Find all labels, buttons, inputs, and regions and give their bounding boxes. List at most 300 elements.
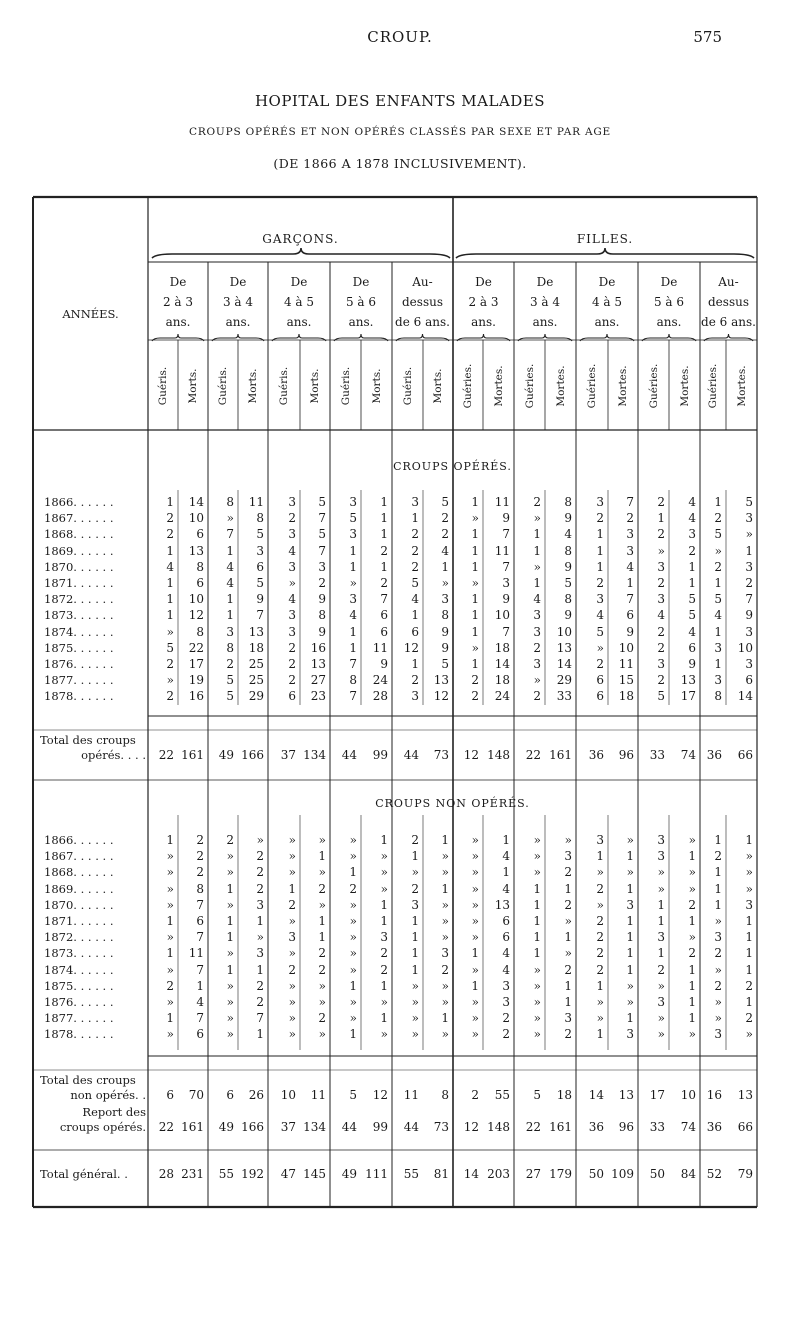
value-cell: 6 bbox=[196, 576, 204, 590]
grand-total-cell: 49 bbox=[341, 1167, 357, 1181]
value-cell: 1 bbox=[226, 962, 234, 977]
cured-column-header: Guéris. bbox=[157, 366, 169, 406]
value-cell: 10 bbox=[188, 511, 204, 526]
grand-total-cell: 192 bbox=[241, 1167, 264, 1181]
value-cell: 1 bbox=[688, 995, 696, 1009]
age-group-label: 4 à 5 bbox=[283, 295, 315, 309]
value-cell: 1 bbox=[714, 624, 722, 639]
value-cell: » bbox=[688, 930, 696, 945]
age-group-label: 4 à 5 bbox=[591, 295, 623, 309]
value-cell: 9 bbox=[626, 624, 634, 639]
value-cell: » bbox=[441, 576, 449, 590]
value-cell: 9 bbox=[564, 559, 572, 574]
value-cell: » bbox=[596, 995, 604, 1009]
age-group-label: De bbox=[229, 275, 247, 289]
report-cell: 166 bbox=[241, 1120, 264, 1134]
value-cell: » bbox=[745, 849, 753, 864]
total-cell: 22 bbox=[158, 748, 174, 762]
value-cell: 15 bbox=[618, 673, 634, 688]
cured-column-header: Guéries. bbox=[462, 363, 474, 409]
value-cell: 3 bbox=[288, 559, 296, 574]
value-cell: 4 bbox=[688, 511, 696, 526]
grand-total-cell: 179 bbox=[549, 1167, 572, 1181]
year-label: 1874. . . . . . bbox=[44, 962, 114, 977]
value-cell: 4 bbox=[226, 559, 234, 574]
value-cell: » bbox=[226, 897, 234, 912]
value-cell: 2 bbox=[256, 865, 264, 880]
value-cell: » bbox=[441, 914, 449, 928]
value-cell: » bbox=[288, 946, 296, 961]
age-group-label: de 6 ans. bbox=[395, 315, 450, 329]
value-cell: 3 bbox=[564, 849, 572, 864]
value-cell: 1 bbox=[688, 914, 696, 928]
value-cell: 8 bbox=[564, 592, 572, 607]
report-cell: 36 bbox=[706, 1120, 722, 1134]
value-cell: 18 bbox=[494, 673, 510, 688]
value-cell: 6 bbox=[502, 930, 510, 945]
value-cell: 2 bbox=[166, 978, 174, 993]
grand-total-cell: 27 bbox=[525, 1167, 541, 1181]
value-cell: 1 bbox=[349, 624, 357, 639]
value-cell: » bbox=[471, 1027, 479, 1042]
value-cell: » bbox=[318, 865, 326, 880]
value-cell: 24 bbox=[372, 673, 388, 688]
total-label-line2: opérés. . . . bbox=[81, 748, 146, 762]
value-cell: » bbox=[166, 995, 174, 1009]
value-cell: » bbox=[226, 511, 234, 526]
year-label: 1876. . . . . . bbox=[44, 995, 114, 1009]
total-cell: 16 bbox=[706, 1088, 722, 1102]
value-cell: 3 bbox=[502, 576, 510, 590]
value-cell: » bbox=[533, 673, 541, 688]
value-cell: 1 bbox=[166, 608, 174, 623]
value-cell: 1 bbox=[596, 978, 604, 993]
value-cell: 1 bbox=[688, 849, 696, 864]
value-cell: 3 bbox=[564, 1011, 572, 1026]
total-cell: 13 bbox=[737, 1088, 753, 1102]
value-cell: 3 bbox=[318, 559, 326, 574]
value-cell: » bbox=[688, 1027, 696, 1042]
report-cell: 73 bbox=[433, 1120, 449, 1134]
age-group-label: Au- bbox=[412, 275, 433, 289]
value-cell: 3 bbox=[441, 592, 449, 607]
value-cell: » bbox=[441, 930, 449, 945]
value-cell: » bbox=[349, 833, 357, 847]
value-cell: 3 bbox=[745, 657, 753, 671]
value-cell: 1 bbox=[657, 946, 665, 961]
value-cell: 4 bbox=[688, 624, 696, 639]
report-cell: 22 bbox=[525, 1120, 541, 1134]
value-cell: 12 bbox=[433, 689, 449, 704]
value-cell: 1 bbox=[166, 946, 174, 961]
value-cell: » bbox=[318, 833, 326, 847]
value-cell: 6 bbox=[196, 527, 204, 542]
value-cell: 1 bbox=[596, 559, 604, 574]
value-cell: 2 bbox=[380, 576, 388, 590]
age-group-label: 2 à 3 bbox=[162, 295, 194, 309]
grand-total-cell: 79 bbox=[737, 1167, 753, 1181]
value-cell: 2 bbox=[596, 881, 604, 896]
value-cell: 9 bbox=[564, 608, 572, 623]
value-cell: 2 bbox=[714, 849, 722, 864]
value-cell: 3 bbox=[349, 592, 357, 607]
grand-total-cell: 81 bbox=[433, 1167, 449, 1181]
total-cell: 18 bbox=[556, 1088, 572, 1102]
value-cell: » bbox=[288, 914, 296, 928]
grand-total-label: Total général. . bbox=[40, 1167, 128, 1181]
value-cell: » bbox=[471, 995, 479, 1009]
age-group-label: 5 à 6 bbox=[653, 295, 685, 309]
value-cell: 1 bbox=[349, 640, 357, 655]
value-cell: » bbox=[533, 995, 541, 1009]
total-cell: 22 bbox=[525, 748, 541, 762]
value-cell: » bbox=[596, 640, 604, 655]
value-cell: » bbox=[166, 930, 174, 945]
value-cell: 7 bbox=[745, 592, 753, 607]
value-cell: 2 bbox=[657, 527, 665, 542]
value-cell: » bbox=[380, 865, 388, 880]
value-cell: 7 bbox=[318, 543, 326, 558]
value-cell: 1 bbox=[745, 914, 753, 928]
value-cell: 1 bbox=[564, 978, 572, 993]
value-cell: 14 bbox=[188, 495, 204, 509]
value-cell: 3 bbox=[256, 946, 264, 961]
value-cell: 9 bbox=[502, 592, 510, 607]
value-cell: 6 bbox=[502, 914, 510, 928]
value-cell: » bbox=[626, 865, 634, 880]
age-group-label: 5 à 6 bbox=[345, 295, 377, 309]
value-cell: 13 bbox=[680, 673, 696, 688]
value-cell: 1 bbox=[166, 592, 174, 607]
value-cell: 7 bbox=[318, 511, 326, 526]
report-cell: 37 bbox=[280, 1120, 296, 1134]
year-label: 1868. . . . . . bbox=[44, 865, 114, 880]
value-cell: 2 bbox=[564, 897, 572, 912]
value-cell: » bbox=[349, 576, 357, 590]
value-cell: 9 bbox=[318, 592, 326, 607]
value-cell: 3 bbox=[745, 511, 753, 526]
value-cell: 27 bbox=[310, 673, 326, 688]
report-cell: 134 bbox=[303, 1120, 326, 1134]
cured-column-header: Guéris. bbox=[339, 366, 352, 406]
value-cell: » bbox=[166, 865, 174, 880]
value-cell: 2 bbox=[318, 881, 326, 896]
value-cell: » bbox=[226, 995, 234, 1009]
value-cell: 1 bbox=[657, 511, 665, 526]
value-cell: 24 bbox=[494, 689, 510, 704]
total-cell: 6 bbox=[226, 1088, 234, 1102]
deaths-column-header: Mortes. bbox=[617, 365, 629, 407]
value-cell: 2 bbox=[411, 527, 419, 542]
deaths-column-header: Morts. bbox=[187, 368, 199, 404]
value-cell: » bbox=[166, 897, 174, 912]
value-cell: 13 bbox=[556, 640, 572, 655]
value-cell: 1 bbox=[441, 833, 449, 847]
value-cell: » bbox=[226, 978, 234, 993]
value-cell: 11 bbox=[618, 657, 634, 671]
value-cell: 1 bbox=[411, 849, 419, 864]
report-label-line1: Report des bbox=[82, 1105, 146, 1119]
value-cell: 1 bbox=[471, 543, 479, 558]
value-cell: » bbox=[626, 978, 634, 993]
age-group-label: De bbox=[290, 275, 308, 289]
value-cell: 7 bbox=[380, 592, 388, 607]
age-group-label: ans. bbox=[286, 315, 312, 329]
value-cell: 1 bbox=[564, 930, 572, 945]
value-cell: 2 bbox=[745, 1011, 753, 1026]
value-cell: 8 bbox=[714, 689, 722, 704]
value-cell: 1 bbox=[688, 962, 696, 977]
value-cell: » bbox=[471, 881, 479, 896]
value-cell: 2 bbox=[564, 962, 572, 977]
value-cell: 2 bbox=[411, 881, 419, 896]
report-cell: 44 bbox=[403, 1120, 419, 1134]
value-cell: 1 bbox=[714, 833, 722, 847]
grand-total-cell: 50 bbox=[649, 1167, 665, 1181]
value-cell: » bbox=[166, 673, 174, 688]
value-cell: » bbox=[657, 1011, 665, 1026]
value-cell: 1 bbox=[471, 608, 479, 623]
value-cell: » bbox=[441, 865, 449, 880]
age-group-label: dessus bbox=[402, 295, 443, 309]
value-cell: 4 bbox=[441, 543, 449, 558]
value-cell: » bbox=[256, 833, 264, 847]
year-label: 1870. . . . . . bbox=[44, 559, 114, 574]
total-cell: 12 bbox=[463, 748, 479, 762]
value-cell: 2 bbox=[441, 527, 449, 542]
value-cell: 17 bbox=[680, 689, 696, 704]
value-cell: » bbox=[349, 897, 357, 912]
total-cell: 13 bbox=[618, 1088, 634, 1102]
value-cell: 8 bbox=[318, 608, 326, 623]
value-cell: » bbox=[380, 995, 388, 1009]
value-cell: 1 bbox=[626, 946, 634, 961]
report-cell: 66 bbox=[737, 1120, 753, 1134]
value-cell: 10 bbox=[737, 640, 753, 655]
value-cell: 17 bbox=[188, 657, 204, 671]
total-cell: 12 bbox=[372, 1088, 388, 1102]
total-label-line1: Total des croups bbox=[40, 733, 136, 747]
value-cell: » bbox=[626, 833, 634, 847]
value-cell: 5 bbox=[256, 527, 264, 542]
value-cell: 8 bbox=[349, 673, 357, 688]
value-cell: » bbox=[380, 849, 388, 864]
value-cell: 2 bbox=[533, 689, 541, 704]
value-cell: 2 bbox=[349, 881, 357, 896]
value-cell: 3 bbox=[441, 946, 449, 961]
value-cell: 2 bbox=[226, 657, 234, 671]
grand-total-cell: 55 bbox=[218, 1167, 234, 1181]
year-label: 1877. . . . . . bbox=[44, 1011, 114, 1026]
value-cell: 3 bbox=[596, 833, 604, 847]
total-cell: 11 bbox=[310, 1088, 326, 1102]
value-cell: 1 bbox=[256, 1027, 264, 1042]
value-cell: 6 bbox=[196, 914, 204, 928]
value-cell: 4 bbox=[411, 592, 419, 607]
value-cell: 11 bbox=[372, 640, 388, 655]
value-cell: 16 bbox=[310, 640, 326, 655]
total-cell: 74 bbox=[680, 748, 696, 762]
value-cell: » bbox=[288, 978, 296, 993]
value-cell: 2 bbox=[411, 833, 419, 847]
value-cell: 3 bbox=[657, 833, 665, 847]
value-cell: 1 bbox=[745, 833, 753, 847]
grand-total-cell: 52 bbox=[706, 1167, 722, 1181]
value-cell: 5 bbox=[564, 576, 572, 590]
report-cell: 49 bbox=[218, 1120, 234, 1134]
value-cell: » bbox=[471, 1011, 479, 1026]
value-cell: » bbox=[256, 930, 264, 945]
value-cell: 1 bbox=[411, 511, 419, 526]
value-cell: » bbox=[318, 978, 326, 993]
total-cell: 44 bbox=[341, 748, 357, 762]
value-cell: 1 bbox=[471, 559, 479, 574]
value-cell: 10 bbox=[188, 592, 204, 607]
value-cell: » bbox=[745, 1027, 753, 1042]
year-label: 1867. . . . . . bbox=[44, 849, 114, 864]
value-cell: » bbox=[411, 1027, 419, 1042]
group-label-boys: GARÇONS. bbox=[262, 232, 339, 246]
value-cell: » bbox=[533, 559, 541, 574]
year-label: 1866. . . . . . bbox=[44, 495, 114, 509]
value-cell: 4 bbox=[657, 608, 665, 623]
value-cell: 3 bbox=[745, 897, 753, 912]
value-cell: 2 bbox=[596, 511, 604, 526]
value-cell: 3 bbox=[288, 624, 296, 639]
value-cell: 1 bbox=[411, 962, 419, 977]
value-cell: » bbox=[166, 849, 174, 864]
value-cell: 1 bbox=[564, 881, 572, 896]
year-label: 1878. . . . . . bbox=[44, 689, 114, 704]
value-cell: 4 bbox=[288, 592, 296, 607]
value-cell: 3 bbox=[626, 897, 634, 912]
value-cell: » bbox=[166, 1027, 174, 1042]
value-cell: » bbox=[288, 1027, 296, 1042]
report-cell: 12 bbox=[463, 1120, 479, 1134]
value-cell: 4 bbox=[502, 946, 510, 961]
age-group-label: ans. bbox=[594, 315, 620, 329]
value-cell: 3 bbox=[657, 995, 665, 1009]
value-cell: 7 bbox=[196, 962, 204, 977]
value-cell: 4 bbox=[596, 608, 604, 623]
value-cell: 6 bbox=[411, 624, 419, 639]
value-cell: 2 bbox=[256, 978, 264, 993]
table-subtitle: CROUPS OPÉRÉS ET NON OPÉRÉS CLASSÉS PAR SEXE ET PAR AGE bbox=[188, 126, 611, 138]
value-cell: » bbox=[564, 946, 572, 961]
value-cell: 6 bbox=[196, 1027, 204, 1042]
value-cell: 1 bbox=[626, 1011, 634, 1026]
value-cell: 2 bbox=[745, 978, 753, 993]
year-label: 1877. . . . . . bbox=[44, 673, 114, 688]
value-cell: 2 bbox=[196, 833, 204, 847]
value-cell: » bbox=[745, 527, 753, 542]
value-cell: 28 bbox=[372, 689, 388, 704]
value-cell: 11 bbox=[494, 543, 510, 558]
age-group-label: ans. bbox=[348, 315, 374, 329]
value-cell: 5 bbox=[714, 527, 722, 542]
value-cell: 5 bbox=[441, 495, 449, 509]
grand-total-cell: 28 bbox=[158, 1167, 174, 1181]
value-cell: » bbox=[533, 849, 541, 864]
value-cell: 1 bbox=[349, 543, 357, 558]
value-cell: » bbox=[626, 995, 634, 1009]
value-cell: 4 bbox=[564, 527, 572, 542]
value-cell: » bbox=[688, 881, 696, 896]
value-cell: 1 bbox=[349, 559, 357, 574]
value-cell: 2 bbox=[596, 962, 604, 977]
value-cell: 1 bbox=[714, 897, 722, 912]
value-cell: 2 bbox=[166, 511, 174, 526]
page-number: 575 bbox=[693, 28, 722, 46]
value-cell: 6 bbox=[256, 559, 264, 574]
value-cell: 4 bbox=[502, 849, 510, 864]
total-cell: 161 bbox=[549, 748, 572, 762]
value-cell: 9 bbox=[441, 624, 449, 639]
grand-total-cell: 203 bbox=[487, 1167, 510, 1181]
value-cell: » bbox=[380, 881, 388, 896]
value-cell: 3 bbox=[657, 930, 665, 945]
value-cell: 1 bbox=[196, 978, 204, 993]
value-cell: 1 bbox=[318, 849, 326, 864]
value-cell: » bbox=[471, 914, 479, 928]
report-cell: 148 bbox=[487, 1120, 510, 1134]
value-cell: 1 bbox=[626, 576, 634, 590]
value-cell: 13 bbox=[188, 543, 204, 558]
value-cell: 2 bbox=[714, 511, 722, 526]
value-cell: 2 bbox=[411, 673, 419, 688]
value-cell: 2 bbox=[441, 962, 449, 977]
value-cell: 1 bbox=[657, 897, 665, 912]
value-cell: » bbox=[226, 849, 234, 864]
value-cell: 4 bbox=[166, 559, 174, 574]
value-cell: 5 bbox=[226, 673, 234, 688]
age-group-label: De bbox=[169, 275, 187, 289]
value-cell: 5 bbox=[226, 689, 234, 704]
value-cell: 8 bbox=[196, 559, 204, 574]
value-cell: » bbox=[533, 865, 541, 880]
total-cell: 36 bbox=[588, 748, 604, 762]
value-cell: 18 bbox=[248, 640, 264, 655]
value-cell: 18 bbox=[618, 689, 634, 704]
total-cell: 134 bbox=[303, 748, 326, 762]
value-cell: 1 bbox=[256, 962, 264, 977]
value-cell: 9 bbox=[745, 608, 753, 623]
group-label-girls: FILLES. bbox=[576, 232, 634, 246]
value-cell: 1 bbox=[688, 559, 696, 574]
value-cell: 3 bbox=[288, 608, 296, 623]
value-cell: 1 bbox=[626, 849, 634, 864]
value-cell: 1 bbox=[318, 914, 326, 928]
value-cell: 1 bbox=[533, 576, 541, 590]
value-cell: 1 bbox=[166, 833, 174, 847]
value-cell: 1 bbox=[688, 978, 696, 993]
total-cell: 8 bbox=[441, 1088, 449, 1102]
value-cell: 2 bbox=[657, 624, 665, 639]
value-cell: 2 bbox=[166, 657, 174, 671]
value-cell: 29 bbox=[248, 689, 264, 704]
grand-total-cell: 84 bbox=[680, 1167, 696, 1181]
value-cell: 3 bbox=[380, 930, 388, 945]
value-cell: » bbox=[471, 865, 479, 880]
cured-column-header: Guéris. bbox=[217, 366, 229, 406]
value-cell: 8 bbox=[226, 640, 234, 655]
total-cell: 2 bbox=[471, 1088, 479, 1102]
value-cell: 9 bbox=[380, 657, 388, 671]
value-cell: 1 bbox=[596, 527, 604, 542]
value-cell: 1 bbox=[471, 592, 479, 607]
value-cell: 12 bbox=[188, 608, 204, 623]
value-cell: 3 bbox=[226, 624, 234, 639]
